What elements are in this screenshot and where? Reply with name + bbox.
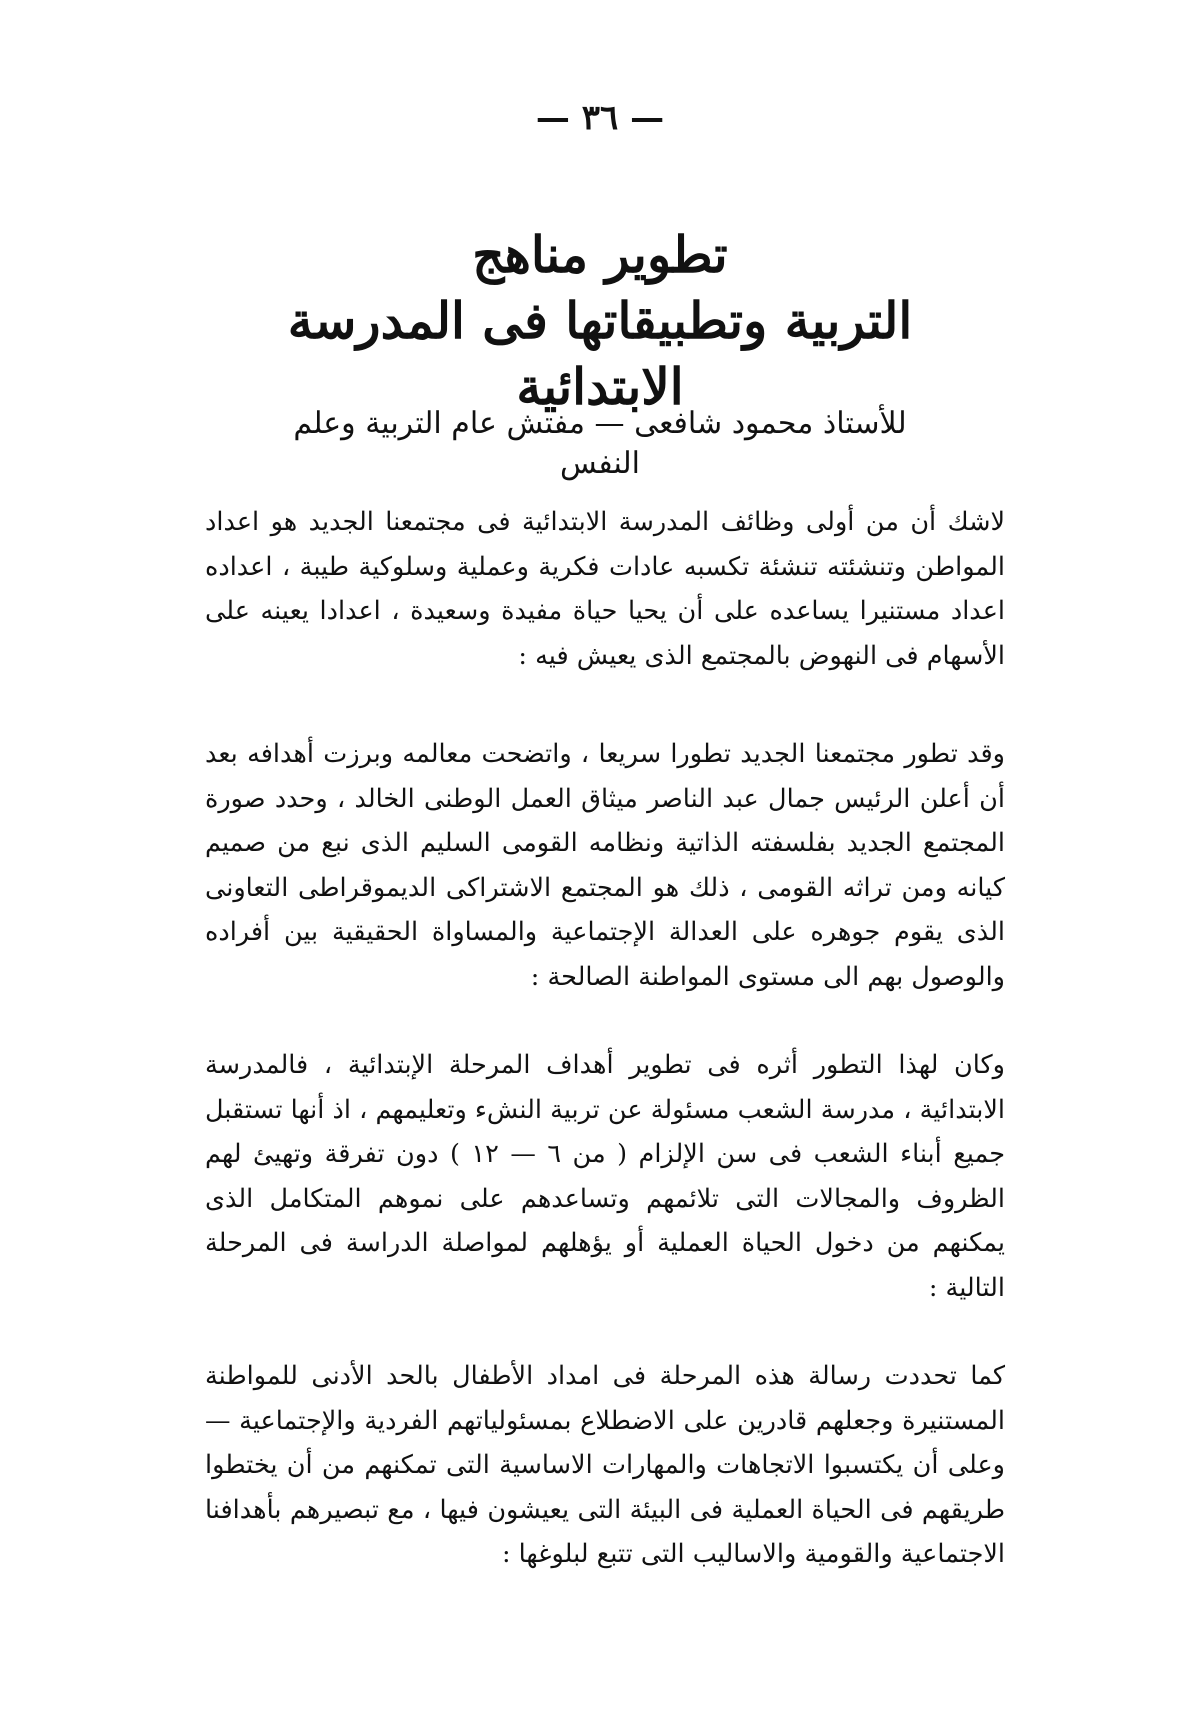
page-number: — ٣٦ —: [535, 98, 665, 138]
title-line-1: تطوير مناهج: [472, 225, 728, 284]
article-title: [200, 222, 1000, 420]
title-line-2: التربية وتطبيقاتها فى المدرسة الابتدائية: [287, 291, 913, 416]
paragraph-3: وكان لهذا التطور أثره فى تطوير أهداف المرحلة الإبتدائية ، فالمدرسة الابتدائية ، مدرسة الشعب مسئولة عن تربية النشء وتعليمهم ، اذ أنها تستقبل جميع أبناء الشعب فى سن الإلزام ( من ٦ — ١٢ ) دون تفرقة وتهيئ لهم الظروف والمجالات التى تلائمهم وتساعدهم على نموهم المتكامل الذى يمكنهم من دخول الحياة العملية أو يؤهلهم لمواصلة الدراسة فى المرحلة التالية :: [205, 1050, 1005, 1303]
paragraph-2: وقد تطور مجتمعنا الجديد تطورا سريعا ، واتضحت معالمه وبرزت أهدافه بعد أن أعلن الرئيس جمال عبد الناصر ميثاق العمل الوطنى الخالد ، وحدد صورة المجتمع الجديد بفلسفته الذاتية ونظامه القومى السليم الذى نبع من صميم كيانه ومن تراثه القومى ، ذلك هو المجتمع الاشتراكى الديموقراطى التعاونى الذى يقوم جوهره على العدالة الإجتماعية والمساواة الحقيقية بين أفراده والوصول بهم الى مستوى المواطنة الصالحة :: [205, 739, 1005, 992]
author-line: للأستاذ محمود شافعى — مفتش عام التربية وعلم النفس: [293, 406, 907, 481]
paragraph-4: كما تحددت رسالة هذه المرحلة فى امداد الأطفال بالحد الأدنى للمواطنة المستنيرة وجعلهم قادرين على الاضطلاع بمسئولياتهم الفردية والإجتماعية — وعلى أن يكتسبوا الاتجاهات والمهارات الاساسية التى تمكنهم من أن يختطوا طريقهم فى الحياة العملية فى البيئة التى يعيشون فيها ، مع تبصيرهم بأهدافنا الاجتماعية والقومية والاساليب التى تتبع لبلوغها :: [205, 1361, 1005, 1569]
paragraph-1: لاشك أن من أولى وظائف المدرسة الابتدائية فى مجتمعنا الجديد هو اعداد المواطن وتنشئته تنشئة تكسبه عادات فكرية وعملية وسلوكية طيبة ، اعداده اعداد مستنيرا يساعده على أن يحيا حياة مفيدة وسعيدة ، اعدادا يعينه على الأسهام فى النهوض بالمجتمع الذى يعيش فيه :: [205, 507, 1005, 671]
article-body: [205, 500, 1005, 1621]
